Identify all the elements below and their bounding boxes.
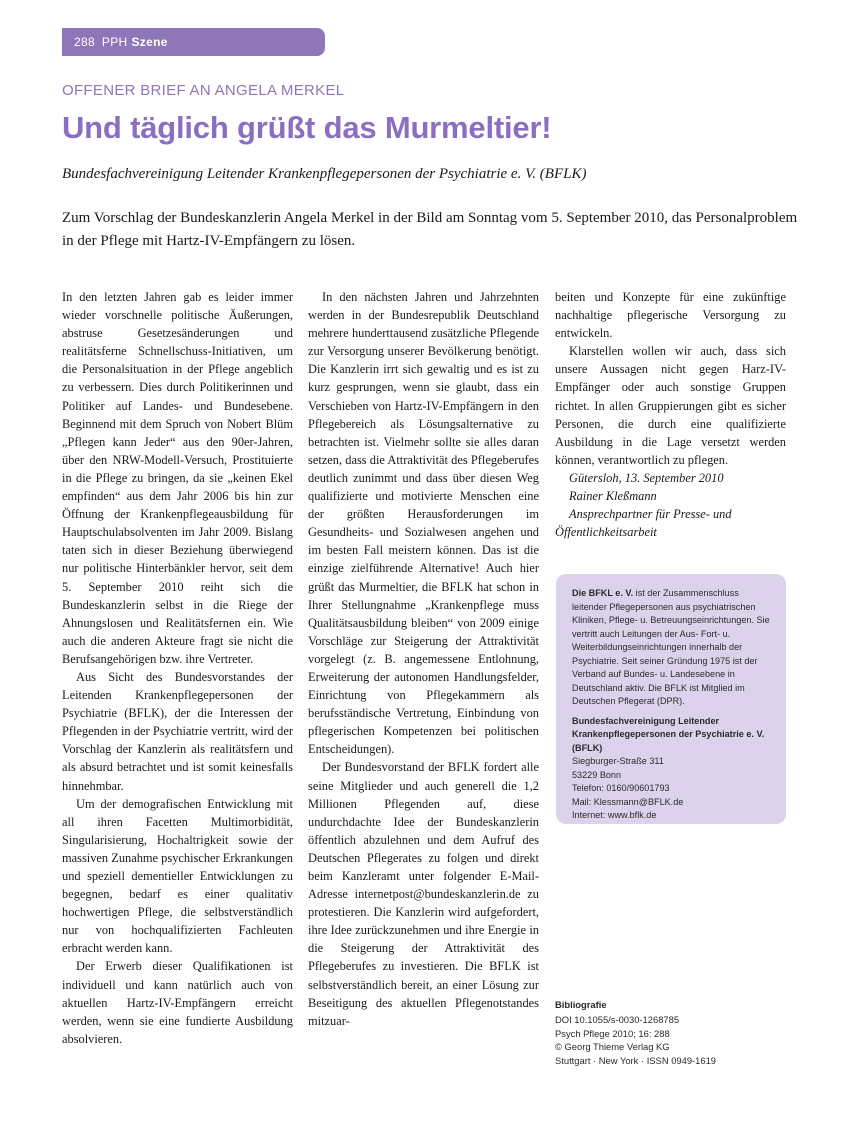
- info-box-street: Siegburger-Straße 311: [572, 756, 664, 766]
- signature-role: Ansprechpartner für Presse- und Öffentlichkeitsarbeit: [555, 507, 732, 540]
- info-box-mail: Mail: Klessmann@BFLK.de: [572, 796, 684, 807]
- paragraph: Der Bundesvorstand der BFLK fordert alle seine Mitglieder und auch generell die 1,2 Millionen Pflegenden auf, diese undurchdachte Idee der Bundeskanzlerin öffentlich abzulehnen und dem Aufruf des Deutschen Pflegerates zu folgen und direkt beim Kanzleramt unter folgender E-Mail-Adresse internetpost@bundeskanzlerin.de zu protestieren. Die Kanzlerin wird aufgefordert, ihre Idee zurückzunehmen und ihre Energie in die Steigerung der Attraktivität des Pflegeberufes zu investieren. Die BFLK ist selbstverständlich bereit, an einer Lösung zur Beseitigung des aktuellen Pflegenotstandes mitzuar-: [308, 760, 539, 1028]
- paragraph: Der Erwerb dieser Qualifikationen ist individuell und kann natürlich auch von aktuellen Hartz-IV-Empfängern erreicht werden, wenn sie eine fundierte Ausbildung absolvieren.: [62, 959, 293, 1046]
- info-box-lead: Die BFKL e. V.: [572, 588, 634, 598]
- text-column-3: [555, 288, 786, 541]
- bibliography-doi: DOI 10.1055/s-0030-1268785: [555, 1013, 680, 1025]
- article-author: Bundesfachvereinigung Leitender Krankenpflegepersonen der Psychiatrie e. V. (BFLK): [62, 166, 587, 182]
- kicker: OFFENER BRIEF AN ANGELA MERKEL: [62, 82, 345, 99]
- info-box-org: Bundesfachvereinigung Leitender Krankenpflegepersonen der Psychiatrie e. V. (BFLK): [572, 715, 765, 753]
- signature-name: Rainer Kleßmann: [569, 489, 657, 504]
- text-column-1: [62, 288, 293, 1048]
- bibliography-publisher: Stuttgart · New York · ISSN 0949-1619: [555, 1055, 717, 1067]
- info-box: [556, 574, 786, 824]
- paragraph: Aus Sicht des Bundesvorstandes der Leitenden Krankenpflegepersonen der Psychiatrie (BFLK), der die Interessen der Pflegenden in der Psychiatrie vertritt, wird der Vorschlag der Kanzlerin als realitätsfern und als absurd betrachtet und ist somit keinesfalls hinnehmbar.: [62, 669, 293, 793]
- signature-place-date: Gütersloh, 13. September 2010: [569, 470, 724, 485]
- bibliography-journal-ref: Psych Pflege 2010; 16: 288: [555, 1027, 670, 1039]
- bibliography-heading: Bibliografie: [555, 999, 607, 1010]
- journal-name: PPH: [101, 35, 128, 49]
- info-box-city: 53229 Bonn: [572, 769, 622, 780]
- info-box-web: Internet: www.bflk.de: [572, 810, 657, 820]
- info-box-description: [572, 587, 776, 709]
- page-number: 288: [74, 35, 95, 49]
- header-bar: [62, 28, 325, 56]
- paragraph: beiten und Konzepte für eine zukünftige nachhaltige pflegerische Versorgung zu entwickeln.: [555, 290, 786, 341]
- article-lead: Zum Vorschlag der Bundeskanzlerin Angela Merkel in der Bild am Sonntag vom 5. September 2010, das Personalproblem in der Pflege mit Hartz-IV-Empfängern zu lösen.: [62, 210, 798, 249]
- info-box-text: ist der Zusammenschluss leitender Pflegepersonen aus psychiatrischen Kliniken, Pflege- u. Betreuungseinrichtungen. Sie vertritt auch Leitungen der Aus- Fort- u. Weiterbildungseinrichtungen innerhalb der Psychiatrie. Seit seiner Gründung 1975 ist der Verband auf Bundes- u. Landesebene in Deutschland aktiv. Die BFLK ist Mitglied im Deutschen Pflegerat (DPR).: [572, 588, 770, 706]
- paragraph: In den nächsten Jahren und Jahrzehnten werden in der Bundesrepublik Deutschland mehrere hunderttausend zusätzliche Pflegende zur Versorgung unserer Bevölkerung benötigt. Die Kanzlerin irrt sich gewaltig und es ist zu kurz gesprungen, wenn sie glaubt, dass ein Verschieben von Hartz-IV-Empfängern in den Pflegebereich als Lösungsalternative zu betrachten ist. Vielmehr sollte sie alles daran setzen, dass die Attraktivität des Pflegeberufes deutlich zunimmt und dass über diesen Weg qualifizierte und motivierte Menschen eine der größten Herausforderungen im Gesundheits- und Sozialwesen angehen und im besten Fall meistern können. Das ist die einzige zielführende Alternative! Auch hier grüßt das Murmeltier, die BFLK hat schon in Ihrer Stellungnahme „Krankenpflege muss Qualitätsausbildung bleiben“ von 2009 einige Vorschläge zur Steigerung der Attraktivität vorgelegt (z. B. angemessene Entlohnung, Erweiterung der autonomen Handlungsfelder, Einrichtung von Pflegekammern als berufsständische Vertretung, Einbindung von pflegerischen Kompetenzen bei politischen Entscheidungen).: [308, 290, 539, 757]
- bibliography: [555, 998, 785, 1068]
- paragraph: Um der demografischen Entwicklung mit all ihren Facetten Multimorbidität, Singularisierung, Hochaltrigkeit sowie der massiven Zunahme psychischer Erkrankungen und speziell dementieller Entwicklungen zu begegnen, bedarf es einer qualitativ hochwertigen Pflege, die selbstverständlich nur von hochqualifizierten Fachleuten erbracht werden kann.: [62, 796, 293, 956]
- article-title: Und täglich grüßt das Murmeltier!: [62, 110, 552, 145]
- paragraph: In den letzten Jahren gab es leider immer wieder vorschnelle politische Äußerungen, abstruse Gesetzesänderungen und realitätsferne Schnellschuss-Initiativen, um die Personalsituation in der Pflege angeblich zu verbessern. Dies durch Politikerinnen und Politiker auf Landes- und Bundesebene. Beginnend mit dem Spruch von Nobert Blüm „Pflegen kann Jeder“ aus den 90er-Jahren, über den NRW-Modell-Versuch, Prostituierte in die Pflege zu bringen, da sie „keinen Ekel empfinden“ aus dem Jahr 2006 bis hin zur Öffnung der Krankenpflegeausbildung für Hauptschulabsolventen im Jahr 2009. Bislang taten sich in dieser Beziehung überwiegend nur politische Hinterbänkler hervor, seit dem 5. September 2010 reiht sich die Bundeskanzlerin selbst in die Riege der Ahnungslosen und Realitätsfernen ein. Wie auch die anderen Akteure fragt sie nicht die Berufsangehörigen bzw. ihre Vertreter.: [62, 290, 293, 666]
- bibliography-copyright: © Georg Thieme Verlag KG: [555, 1041, 670, 1053]
- info-box-phone: Telefon: 0160/90601793: [572, 783, 670, 793]
- text-column-2: [308, 288, 539, 1030]
- section-name: Szene: [131, 35, 168, 49]
- paragraph: Klarstellen wollen wir auch, dass sich unsere Aussagen nicht gegen Harz-IV-Empfänger oder auch sonstige Gruppen richtet. In allen Gruppierungen gibt es sicher Personen, die durch eine qualifizierte Ausbildung in die Lage versetzt werden können, verantwortlich zu pflegen.: [555, 344, 786, 467]
